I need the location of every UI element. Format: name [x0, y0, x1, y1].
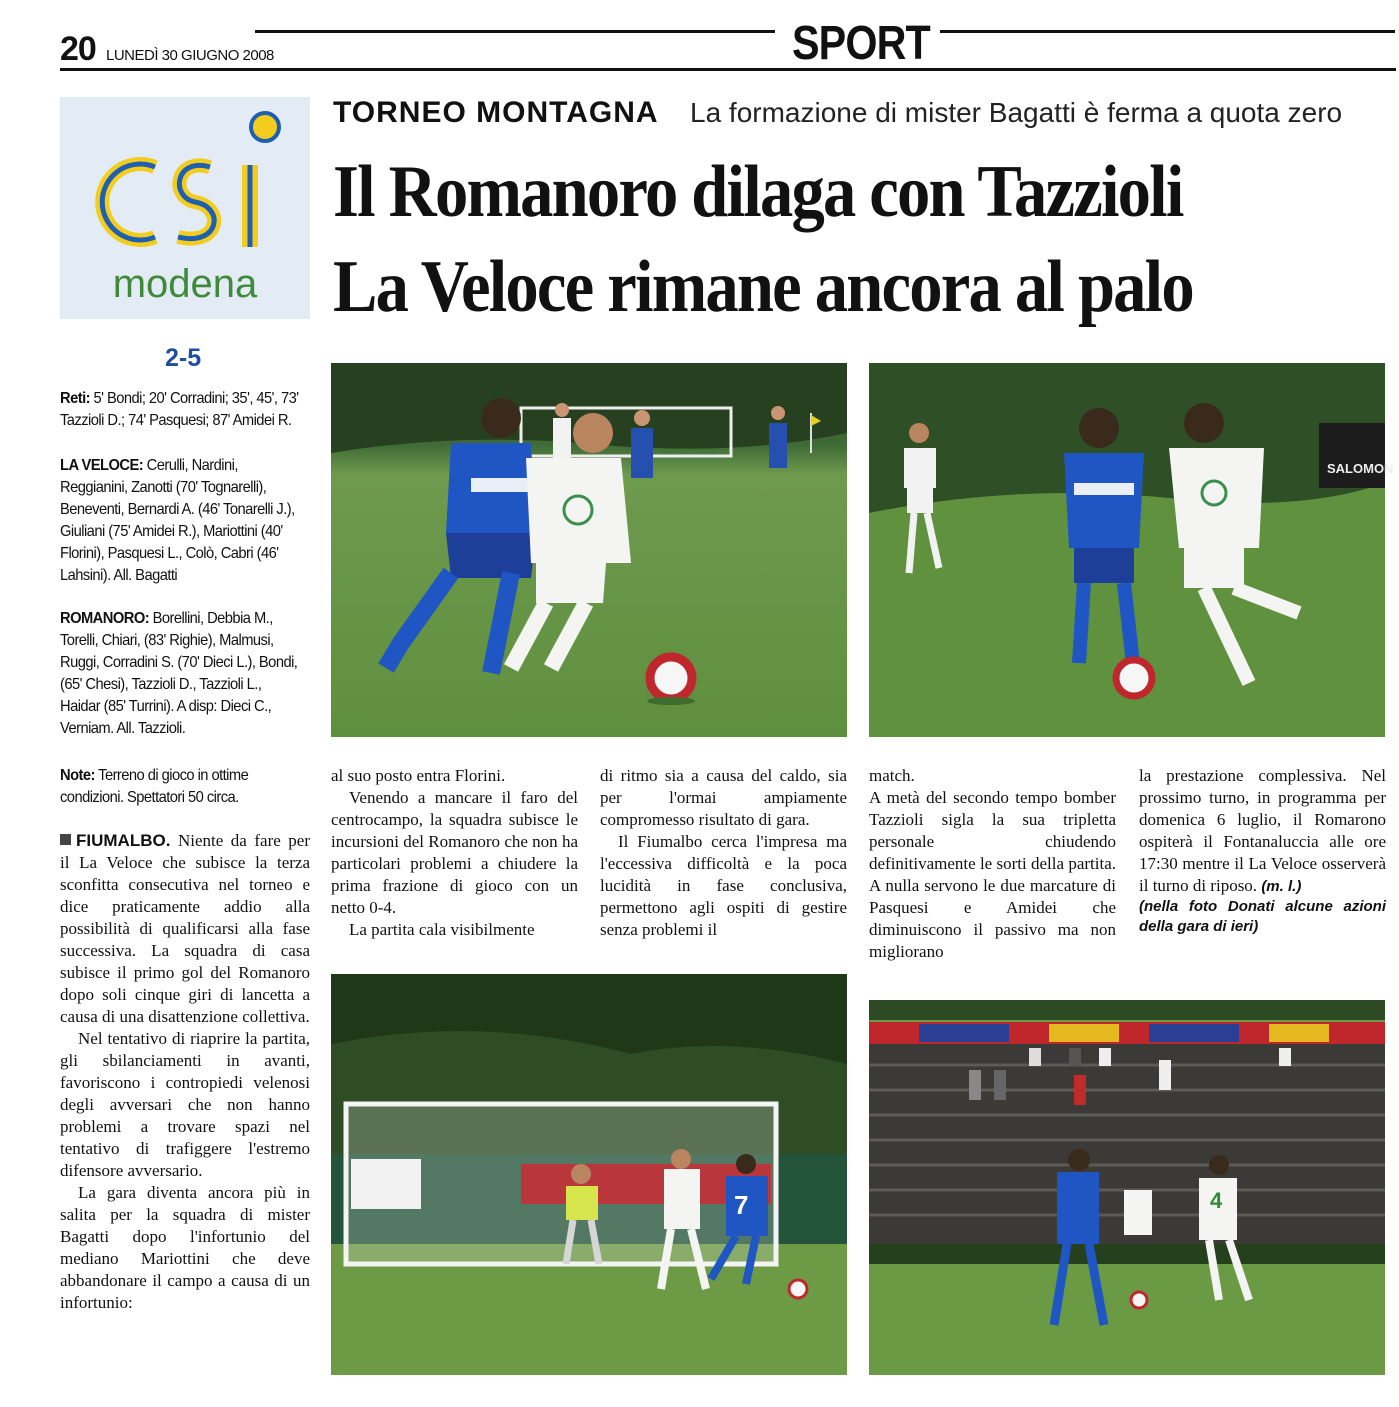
headline-line-2: La Veloce rimane ancora al palo [333, 246, 1193, 328]
lineup-la-veloce [60, 455, 301, 587]
lineup-romanoro [60, 608, 301, 740]
article-text: Niente da fare per il La Veloce che subisce la terza sconfitta consecutiva nel torneo e dice praticamente addio alla possibilità di qualificarsi alla fase successiva. La squadra di casa subisce il primo gol del Romanoro dopo soli cinque giri di lancetta a causa di una disattenzione collettiva. [60, 831, 311, 1026]
sponsor-banner-text: SALOMON [1327, 461, 1394, 476]
article-paragraph [60, 830, 310, 1028]
goals-text: 5' Bondi; 20' Corradini; 35', 45', 73' Tazzioli D.; 74' Pasquesi; 87' Amidei R. [60, 390, 299, 429]
team1-players: Cerulli, Nardini, Reggianini, Zanotti (70' Tognarelli), Beneventi, Bernardi A. (46' Tonarelli J.), Giuliani (75' Amidei R.), Mariottini (40' Florini), Pasquesi L., Colò, Cabri (46' Lahsini). All. Bagatti [60, 457, 295, 584]
article-paragraph [1139, 765, 1386, 897]
article-paragraph: La partita cala visibilmente [349, 920, 535, 939]
article-column-2 [331, 765, 578, 941]
match-score: 2-5 [165, 344, 202, 372]
team2-players: Borellini, Debbia M., Torelli, Chiari, (83' Righie), Malmusi, Ruggi, Corradini S. (70' Dieci L.), Bondi, (65' Chesi), Tazzioli D., Tazzioli L., Haidar (85' Turrini). A disp: Dieci C., Verniam. All. Tazzioli. [60, 610, 298, 737]
article-column-1 [60, 830, 310, 1314]
goals-label: Reti: [60, 390, 90, 407]
photo-caption: (nella foto Donati alcune azioni della gara di ieri) [1139, 898, 1386, 935]
article-column-3 [600, 765, 847, 941]
article-kicker-subtitle: La formazione di mister Bagatti è ferma a quota zero [690, 97, 1343, 128]
match-photo-1 [331, 363, 847, 737]
match-photo-4 [869, 1000, 1385, 1375]
header-rule-left [255, 30, 775, 33]
article-paragraph: A metà del secondo tempo bomber Tazzioli sigla la sua tripletta personale chiudendo definitivamente le sorti della partita. A nulla servono le due marcature di Pasquesi e Amidei che diminuiscono il passivo ma non migliorano [869, 788, 1116, 961]
page-number: 20 [60, 30, 96, 68]
team2-label: ROMANORO: [60, 610, 150, 627]
header-underline [60, 68, 1396, 71]
logo-city-text: modena [112, 262, 258, 306]
match-photo-3 [331, 974, 847, 1375]
article-text: la prestazione complessiva. Nel prossimo turno, in programma per domenica 6 luglio, il Romarono ospiterà il Fontanaluccia alle ore 17:30 mentre il La Veloce osserverà il turno di riposo. [1139, 766, 1386, 895]
section-title: SPORT [792, 17, 930, 70]
article-byline: (m. l.) [1261, 878, 1302, 895]
match-photo-2 [869, 363, 1394, 737]
article-column-5 [1139, 765, 1386, 937]
csi-modena-logo [60, 97, 310, 319]
article-kicker: TORNEO MONTAGNA [333, 96, 659, 129]
article-column-4 [869, 765, 1116, 963]
article-paragraph: al suo posto entra Florini. [331, 766, 506, 785]
article-paragraph: match. [869, 766, 915, 785]
match-notes [60, 765, 301, 809]
jersey-number-7: 7 [734, 1190, 749, 1220]
lead-square-icon [60, 834, 71, 845]
headline-line-1: Il Romanoro dilaga con Tazzioli [333, 151, 1183, 233]
notes-text: Terreno di gioco in ottime condizioni. Spettatori 50 circa. [60, 767, 249, 806]
team1-label: LA VELOCE: [60, 457, 144, 474]
article-paragraph: di ritmo sia a causa del caldo, sia per l'ormai ampiamente compromesso risultato di gara. [600, 766, 847, 829]
page-date: LUNEDÌ 30 GIUGNO 2008 [106, 47, 274, 64]
jersey-number-4: 4 [1210, 1188, 1223, 1213]
article-paragraph: La gara diventa ancora più in salita per la squadra di mister Bagatti dopo l'infortunio del mediano Mariottini che deve abbandonare il campo a causa di un infortunio: [60, 1183, 310, 1312]
article-lead-label: FIUMALBO. [76, 831, 171, 850]
article-paragraph: Il Fiumalbo cerca l'impresa ma l'eccessiva difficoltà e la poca lucidità in fase conclusiva, permettono agli ospiti di gestire senza problemi il [600, 832, 847, 939]
article-paragraph: Venendo a mancare il faro del centrocampo, la squadra subisce le incursioni del Romanoro che non ha particolari problemi a chiudere la prima frazione di gioco con un netto 0-4. [331, 788, 578, 917]
header-rule-right [940, 30, 1395, 33]
article-paragraph: Nel tentativo di riaprire la partita, gli sbilanciamenti in avanti, favoriscono i contropiedi velenosi degli avversari che non hanno problemi a trovare spazi nel tentativo di trafiggere l'estremo difensore avversario. [60, 1029, 310, 1180]
notes-label: Note: [60, 767, 95, 784]
goals-summary [60, 388, 301, 432]
